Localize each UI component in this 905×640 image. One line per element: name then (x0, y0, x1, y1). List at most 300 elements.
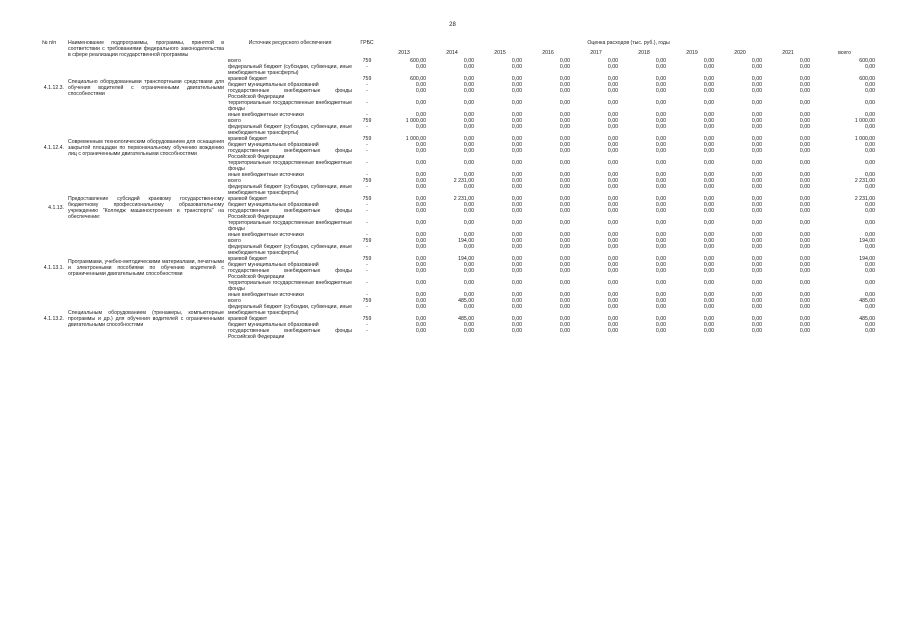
value-cell: 0,00 (415, 316, 426, 322)
grbs-cell: - (366, 124, 368, 130)
value-cell: 0,00 (751, 256, 762, 262)
value-cell: 0,00 (655, 196, 666, 202)
value-cell: 0,00 (655, 208, 666, 214)
value-cell: 0,00 (655, 280, 666, 286)
value-cell: 0,00 (415, 100, 426, 106)
value-cell: 0,00 (703, 142, 714, 148)
value-cell: 0,00 (607, 184, 618, 190)
value-cell: 0,00 (415, 322, 426, 328)
value-cell: 0,00 (511, 184, 522, 190)
grbs-cell: - (366, 244, 368, 250)
value-cell: 0,00 (703, 196, 714, 202)
grbs-cell: - (366, 112, 368, 118)
value-cell: 194,00 (859, 238, 876, 244)
year-header: 2017 (590, 50, 602, 56)
value-cell: 0,00 (511, 244, 522, 250)
value-cell: 0,00 (751, 82, 762, 88)
value-cell: 0,00 (799, 328, 810, 334)
value-cell: 0,00 (751, 58, 762, 64)
value-cell: 0,00 (463, 160, 474, 166)
value-cell: 0,00 (511, 88, 522, 94)
value-cell: 0,00 (511, 100, 522, 106)
value-cell: 0,00 (703, 76, 714, 82)
value-cell: 0,00 (607, 238, 618, 244)
value-cell: 0,00 (751, 142, 762, 148)
source-cell: территориальные государственные внебюджетные фонды (228, 280, 352, 292)
value-cell: 0,00 (463, 100, 474, 106)
value-cell: 0,00 (415, 124, 426, 130)
value-cell: 0,00 (415, 88, 426, 94)
value-cell: 0,00 (655, 298, 666, 304)
grbs-cell: - (366, 172, 368, 178)
value-cell: 0,00 (559, 148, 570, 154)
value-cell: 0,00 (703, 88, 714, 94)
value-cell: 0,00 (703, 268, 714, 274)
value-cell: 0,00 (799, 196, 810, 202)
value-cell: 0,00 (864, 220, 876, 226)
value-cell: 0,00 (655, 220, 666, 226)
value-cell: 0,00 (799, 100, 810, 106)
value-cell: 0,00 (415, 208, 426, 214)
value-cell: 0,00 (559, 124, 570, 130)
grbs-cell: 759 (362, 136, 372, 142)
item-code: 4.1.13.1. (43, 265, 64, 271)
value-cell: 0,00 (655, 100, 666, 106)
value-cell: 0,00 (511, 124, 522, 130)
value-cell: 0,00 (415, 304, 426, 310)
item-code: 4.1.12.3. (43, 85, 64, 91)
source-cell: краевой бюджет (228, 196, 268, 202)
value-cell: 0,00 (799, 124, 810, 130)
value-cell: 0,00 (559, 280, 570, 286)
value-cell: 600,00 (859, 58, 876, 64)
item-title: Специально оборудованными транспортными средствами для обучения водителей с ограниченными двигательными способностями (68, 79, 224, 97)
value-cell: 485,00 (458, 316, 474, 322)
item-code: 4.1.13.2. (43, 316, 64, 322)
value-cell: 0,00 (799, 292, 810, 298)
value-cell: 0,00 (463, 322, 474, 328)
value-cell: 0,00 (751, 184, 762, 190)
value-cell: 0,00 (511, 76, 522, 82)
grbs-cell: - (366, 142, 368, 148)
source-cell: федеральный бюджет (субсидии, субвенции, иные межбюджетные трансферты) (228, 64, 352, 76)
source-cell: краевой бюджет (228, 316, 268, 322)
value-cell: 0,00 (511, 82, 522, 88)
value-cell: 0,00 (864, 202, 876, 208)
value-cell: 0,00 (511, 148, 522, 154)
value-cell: 0,00 (799, 142, 810, 148)
value-cell: 0,00 (655, 82, 666, 88)
grbs-cell: - (366, 202, 368, 208)
value-cell: 0,00 (751, 268, 762, 274)
table-body (32, 58, 877, 340)
value-cell: 0,00 (864, 124, 876, 130)
value-cell: 0,00 (415, 238, 426, 244)
value-cell: 0,00 (559, 202, 570, 208)
value-cell: 0,00 (511, 64, 522, 70)
value-cell: 0,00 (559, 58, 570, 64)
value-cell: 0,00 (799, 202, 810, 208)
value-cell: 0,00 (703, 220, 714, 226)
value-cell: 0,00 (751, 64, 762, 70)
source-cell: краевой бюджет (228, 256, 268, 262)
value-cell: 0,00 (655, 238, 666, 244)
value-cell: 0,00 (864, 232, 876, 238)
value-cell: 0,00 (607, 220, 618, 226)
value-cell: 0,00 (703, 184, 714, 190)
value-cell: 0,00 (864, 88, 876, 94)
value-cell: 0,00 (655, 244, 666, 250)
value-cell: 0,00 (463, 232, 474, 238)
year-header: 2018 (638, 50, 650, 56)
value-cell: 0,00 (559, 220, 570, 226)
value-cell: 0,00 (751, 238, 762, 244)
value-cell: 0,00 (864, 322, 876, 328)
value-cell: 0,00 (703, 124, 714, 130)
value-cell: 0,00 (751, 292, 762, 298)
value-cell: 0,00 (864, 292, 876, 298)
value-cell: 0,00 (607, 256, 618, 262)
value-cell: 1 000,00 (854, 136, 876, 142)
value-cell: 0,00 (463, 172, 474, 178)
value-cell: 0,00 (864, 100, 876, 106)
value-cell: 0,00 (799, 58, 810, 64)
value-cell: 1 000,00 (405, 118, 426, 124)
value-cell: 0,00 (751, 322, 762, 328)
value-cell: 0,00 (864, 112, 876, 118)
value-cell: 0,00 (751, 160, 762, 166)
value-cell: 0,00 (511, 328, 522, 334)
value-cell: 0,00 (703, 58, 714, 64)
year-header: 2013 (398, 50, 410, 56)
value-cell: 0,00 (607, 88, 618, 94)
value-cell: 0,00 (559, 238, 570, 244)
header-source: Источник ресурсного обеспечения (248, 40, 332, 46)
value-cell: 485,00 (458, 298, 474, 304)
value-cell: 0,00 (511, 238, 522, 244)
value-cell: 0,00 (607, 142, 618, 148)
value-cell: 0,00 (655, 184, 666, 190)
source-cell: государственные внебюджетные фонды Российской Федерации (228, 208, 352, 220)
value-cell: 2 231,00 (854, 196, 876, 202)
year-header: 2020 (734, 50, 746, 56)
value-cell: 0,00 (703, 172, 714, 178)
value-cell: 0,00 (415, 262, 426, 268)
grbs-cell: - (366, 88, 368, 94)
item-title: Программами, учебно-методическими материалами, печатными и электронными пособиями по обучению водителей с ограниченными двигательными способностями (68, 259, 224, 277)
source-cell: бюджет муниципальных образований (228, 82, 319, 88)
value-cell: 0,00 (799, 238, 810, 244)
value-cell: 0,00 (703, 244, 714, 250)
value-cell: 0,00 (607, 76, 618, 82)
item-title: Современным технологическим оборудованием для оснащения закрытой площадки по первоначальному обучению вождению лиц с ограниченными двигательными способностями (68, 139, 224, 157)
value-cell: 0,00 (655, 316, 666, 322)
value-cell: 0,00 (559, 82, 570, 88)
value-cell: 0,00 (655, 322, 666, 328)
value-cell: 0,00 (511, 262, 522, 268)
value-cell: 0,00 (607, 232, 618, 238)
value-cell: 0,00 (559, 184, 570, 190)
value-cell: 0,00 (655, 76, 666, 82)
value-cell: 0,00 (751, 136, 762, 142)
value-cell: 0,00 (799, 280, 810, 286)
value-cell: 0,00 (511, 160, 522, 166)
grbs-cell: - (366, 328, 368, 334)
grbs-cell: - (366, 208, 368, 214)
source-cell: федеральный бюджет (субсидии, субвенции, иные межбюджетные трансферты) (228, 124, 352, 136)
value-cell: 0,00 (751, 328, 762, 334)
value-cell: 0,00 (751, 100, 762, 106)
value-cell: 0,00 (703, 328, 714, 334)
value-cell: 0,00 (559, 196, 570, 202)
value-cell: 0,00 (703, 208, 714, 214)
value-cell: 485,00 (859, 316, 876, 322)
value-cell: 0,00 (655, 262, 666, 268)
value-cell: 0,00 (751, 112, 762, 118)
value-cell: 0,00 (703, 202, 714, 208)
value-cell: 2 231,00 (453, 196, 474, 202)
value-cell: 0,00 (607, 100, 618, 106)
grbs-cell: - (366, 232, 368, 238)
source-cell: всего (228, 238, 241, 244)
value-cell: 0,00 (703, 262, 714, 268)
value-cell: 0,00 (559, 244, 570, 250)
value-cell: 0,00 (415, 184, 426, 190)
value-cell: 0,00 (607, 118, 618, 124)
value-cell: 0,00 (864, 208, 876, 214)
value-cell: 0,00 (799, 232, 810, 238)
value-cell: 0,00 (463, 118, 474, 124)
value-cell: 0,00 (415, 196, 426, 202)
value-cell: 0,00 (751, 316, 762, 322)
value-cell: 0,00 (415, 64, 426, 70)
value-cell: 0,00 (703, 316, 714, 322)
grbs-cell: - (366, 100, 368, 106)
grbs-cell: 759 (362, 76, 372, 82)
value-cell: 0,00 (751, 232, 762, 238)
grbs-cell: - (366, 148, 368, 154)
value-cell: 0,00 (799, 316, 810, 322)
value-cell: 0,00 (751, 148, 762, 154)
value-cell: 0,00 (415, 232, 426, 238)
value-cell: 0,00 (511, 220, 522, 226)
value-cell: 0,00 (559, 262, 570, 268)
value-cell: 0,00 (415, 292, 426, 298)
value-cell: 0,00 (864, 160, 876, 166)
value-cell: 0,00 (864, 268, 876, 274)
value-cell: 0,00 (463, 202, 474, 208)
value-cell: 0,00 (559, 304, 570, 310)
year-header: 2014 (446, 50, 458, 56)
value-cell: 0,00 (751, 88, 762, 94)
value-cell: 0,00 (655, 142, 666, 148)
value-cell: 0,00 (799, 184, 810, 190)
year-header: всего (838, 50, 851, 56)
value-cell: 485,00 (859, 298, 876, 304)
value-cell: 0,00 (463, 262, 474, 268)
value-cell: 194,00 (859, 256, 876, 262)
value-cell: 0,00 (655, 256, 666, 262)
value-cell: 0,00 (864, 82, 876, 88)
value-cell: 0,00 (463, 328, 474, 334)
value-cell: 0,00 (511, 298, 522, 304)
value-cell: 0,00 (559, 76, 570, 82)
value-cell: 0,00 (799, 256, 810, 262)
source-cell: бюджет муниципальных образований (228, 142, 319, 148)
value-cell: 0,00 (655, 136, 666, 142)
value-cell: 0,00 (655, 112, 666, 118)
value-cell: 0,00 (415, 220, 426, 226)
value-cell: 0,00 (703, 178, 714, 184)
value-cell: 0,00 (703, 160, 714, 166)
value-cell: 0,00 (463, 64, 474, 70)
item-code: 4.1.12.4. (43, 145, 64, 151)
value-cell: 0,00 (415, 298, 426, 304)
value-cell: 0,00 (415, 268, 426, 274)
value-cell: 0,00 (864, 148, 876, 154)
value-cell: 0,00 (415, 178, 426, 184)
value-cell: 0,00 (864, 64, 876, 70)
value-cell: 0,00 (559, 118, 570, 124)
value-cell: 0,00 (655, 268, 666, 274)
value-cell: 0,00 (751, 220, 762, 226)
value-cell: 0,00 (655, 88, 666, 94)
value-cell: 0,00 (607, 316, 618, 322)
value-cell: 0,00 (799, 118, 810, 124)
grbs-cell: 759 (362, 118, 372, 124)
value-cell: 0,00 (799, 178, 810, 184)
grbs-cell: 759 (362, 238, 372, 244)
source-cell: иные внебюджетные источники (228, 172, 304, 178)
value-cell: 0,00 (799, 112, 810, 118)
value-cell: 0,00 (415, 172, 426, 178)
grbs-cell: - (366, 82, 368, 88)
value-cell: 0,00 (799, 304, 810, 310)
value-cell: 0,00 (751, 244, 762, 250)
value-cell: 0,00 (655, 172, 666, 178)
value-cell: 194,00 (458, 256, 474, 262)
value-cell: 0,00 (415, 142, 426, 148)
year-header: 2021 (782, 50, 794, 56)
value-cell: 0,00 (751, 76, 762, 82)
item-code: 4.1.13. (48, 205, 64, 211)
value-cell: 0,00 (559, 160, 570, 166)
source-cell: краевой бюджет (228, 76, 268, 82)
value-cell: 0,00 (751, 172, 762, 178)
value-cell: 0,00 (751, 304, 762, 310)
value-cell: 0,00 (655, 232, 666, 238)
value-cell: 0,00 (751, 202, 762, 208)
grbs-cell: - (366, 262, 368, 268)
value-cell: 600,00 (859, 76, 876, 82)
value-cell: 0,00 (607, 160, 618, 166)
value-cell: 0,00 (607, 148, 618, 154)
year-header: 2016 (542, 50, 554, 56)
value-cell: 0,00 (607, 244, 618, 250)
value-cell: 1 000,00 (405, 136, 426, 142)
source-cell: территориальные государственные внебюджетные фонды (228, 160, 352, 172)
value-cell: 0,00 (751, 280, 762, 286)
source-cell: федеральный бюджет (субсидии, субвенции, иные межбюджетные трансферты) (228, 244, 352, 256)
source-cell: бюджет муниципальных образований (228, 262, 319, 268)
value-cell: 0,00 (607, 58, 618, 64)
value-cell: 0,00 (703, 298, 714, 304)
value-cell: 0,00 (463, 148, 474, 154)
source-cell: бюджет муниципальных образований (228, 322, 319, 328)
grbs-cell: - (366, 184, 368, 190)
value-cell: 0,00 (511, 316, 522, 322)
value-cell: 0,00 (511, 232, 522, 238)
budget-table (32, 40, 877, 340)
value-cell: 0,00 (607, 178, 618, 184)
value-cell: 0,00 (463, 220, 474, 226)
value-cell: 0,00 (864, 280, 876, 286)
value-cell: 0,00 (607, 304, 618, 310)
value-cell: 0,00 (511, 304, 522, 310)
grbs-cell: 759 (362, 256, 372, 262)
grbs-cell: - (366, 304, 368, 310)
value-cell: 0,00 (463, 304, 474, 310)
value-cell: 0,00 (463, 58, 474, 64)
value-cell: 0,00 (655, 58, 666, 64)
value-cell: 0,00 (799, 82, 810, 88)
value-cell: 0,00 (607, 262, 618, 268)
value-cell: 0,00 (415, 202, 426, 208)
value-cell: 0,00 (799, 76, 810, 82)
value-cell: 0,00 (751, 196, 762, 202)
source-cell: краевой бюджет (228, 136, 268, 142)
value-cell: 0,00 (559, 316, 570, 322)
value-cell: 0,00 (415, 82, 426, 88)
value-cell: 0,00 (511, 196, 522, 202)
value-cell: 0,00 (511, 58, 522, 64)
value-cell: 0,00 (559, 322, 570, 328)
value-cell: 0,00 (655, 328, 666, 334)
value-cell: 0,00 (703, 322, 714, 328)
grbs-cell: 759 (362, 58, 372, 64)
value-cell: 0,00 (703, 238, 714, 244)
value-cell: 194,00 (458, 238, 474, 244)
value-cell: 0,00 (559, 172, 570, 178)
value-cell: 0,00 (655, 304, 666, 310)
value-cell: 0,00 (559, 292, 570, 298)
value-cell: 0,00 (799, 136, 810, 142)
value-cell: 0,00 (799, 268, 810, 274)
value-cell: 0,00 (607, 322, 618, 328)
source-cell: территориальные государственные внебюджетные фонды (228, 100, 352, 112)
value-cell: 0,00 (607, 124, 618, 130)
value-cell: 0,00 (511, 202, 522, 208)
value-cell: 0,00 (799, 160, 810, 166)
value-cell: 0,00 (415, 160, 426, 166)
source-cell: государственные внебюджетные фонды Российской Федерации (228, 88, 352, 100)
value-cell: 0,00 (751, 262, 762, 268)
grbs-cell: - (366, 268, 368, 274)
grbs-cell: - (366, 64, 368, 70)
value-cell: 0,00 (864, 328, 876, 334)
value-cell: 0,00 (415, 244, 426, 250)
value-cell: 0,00 (751, 298, 762, 304)
grbs-cell: - (366, 280, 368, 286)
value-cell: 0,00 (703, 136, 714, 142)
value-cell: 0,00 (559, 268, 570, 274)
value-cell: 0,00 (511, 178, 522, 184)
value-cell: 0,00 (511, 268, 522, 274)
value-cell: 0,00 (511, 142, 522, 148)
value-cell: 0,00 (703, 64, 714, 70)
page-number: 28 (449, 22, 456, 28)
header-grbs: ГРБС (360, 40, 374, 46)
